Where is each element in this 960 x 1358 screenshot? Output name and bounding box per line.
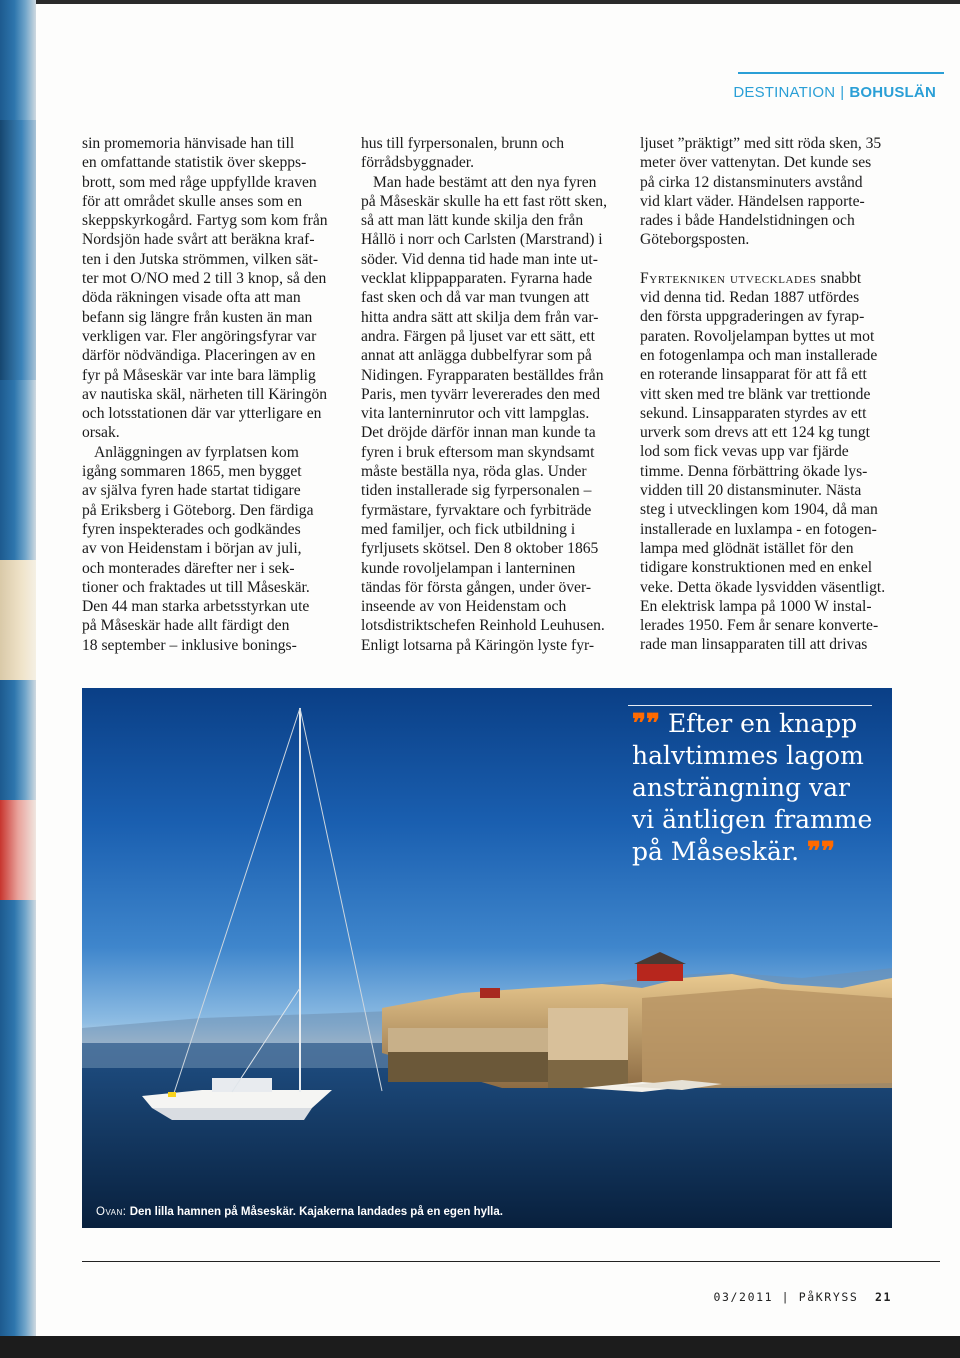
text-line: på cirka 12 distansminuters avstånd (640, 173, 863, 191)
text-line: därför nödvändiga. Placeringen av en (82, 347, 316, 365)
text-line: tändas för första gången, under över- (361, 578, 592, 596)
article-column-2 (361, 134, 623, 655)
text-line: lerades 1950. Fem år senare konverte- (640, 617, 879, 635)
quote-open-mark: ❞❞ (632, 709, 660, 739)
text-line (640, 269, 902, 288)
text-line: en omfattande statistik över skepps- (82, 154, 307, 172)
text-line: ter mot O/NO med 2 till 3 knop, så den (82, 270, 327, 288)
section-header (733, 84, 936, 101)
text-line: brott, som med råge uppfyllde kraven (82, 173, 317, 191)
magazine-name: PåKRYSS (798, 1290, 859, 1304)
text-line: urverk som drevs att ett 124 kg tungt (640, 424, 870, 442)
text-line: en fotogenlampa och man installerade (640, 346, 878, 364)
text-line: lotsdistriktschefen Reinhold Leuhusen. (361, 617, 605, 635)
text-line: verkligen var. Fler angöringsfyrar var (82, 327, 317, 345)
pullquote-line: Efter en knapp (667, 709, 858, 738)
text-line: Nordsjön hade svårt att beräkna kraf- (82, 231, 315, 249)
text-line: Nidingen. Fyrapparaten beställdes från (361, 366, 604, 384)
text-line: så att man lätt kunde skilja den från (361, 212, 584, 230)
text-line: vita lanterninrutor och vitt lampglas. (361, 405, 590, 423)
page-footer (713, 1290, 892, 1304)
quote-close-mark: ❞❞ (806, 837, 835, 867)
text-line: Göteborgsposten. (640, 231, 750, 249)
text-line: ten i den Jutska strömmen, vilken sät- (82, 250, 319, 268)
text-line: Paris, men tyvärr levererades den med (361, 385, 601, 403)
text-line: fyren i bruk eftersom man skyndsamt (361, 443, 595, 461)
text-line: igång sommaren 1865, men bygget (82, 463, 302, 481)
header-separator: | (840, 84, 845, 101)
text-line: fyrmästare, fyrvaktare och fyrbiträde (361, 501, 592, 519)
text-line: med familjer, och fick utbildning i (361, 520, 576, 538)
pullquote-line: ansträngning var (632, 773, 850, 802)
text-line: 18 september – inklusive bonings- (82, 636, 297, 654)
text-line: Den 44 man starka arbetsstyrkan ute (82, 598, 310, 616)
text-line: den första uppgraderingen av fyrap- (640, 308, 865, 326)
text-line: befann sig längre från kusten än man (82, 308, 313, 326)
page-number: 21 (874, 1290, 892, 1304)
text-line: annat att anlägga dubbelfyrar som på (361, 347, 592, 365)
text-line: Hållö i norr och Carlsten (Marstrand) i (361, 231, 603, 249)
text-line: fyrljusets skötsel. Den 8 oktober 1865 (361, 540, 599, 558)
text-line: sekund. Linsapparaten styrdes av ett (640, 404, 867, 422)
text-line: vecklat klippapparaten. Fyrarna hade (361, 270, 593, 288)
paragraph-lead-in: Fyrtekniken utvecklades (640, 269, 817, 287)
text-line: för att området skulle anses som en (82, 192, 302, 210)
text-line: måste beställa nya, röda glas. Under (361, 463, 587, 481)
text-line: förrådsbyggnader. (361, 154, 475, 172)
pullquote-rule (628, 705, 872, 706)
text-line: en roterande linsapparat för att få ett (640, 366, 867, 384)
scan-top-edge (0, 0, 960, 4)
text-line: sin promemoria hänvisade han till (82, 135, 295, 152)
text-line: vidden till 20 distansminuter. Nästa (640, 482, 862, 500)
text-line: rades i både Handelstidningen och (640, 212, 855, 230)
section-label: DESTINATION (733, 84, 836, 101)
text-line: av själva fyren hade startat tidigare (82, 482, 301, 500)
article-column-1 (82, 134, 344, 655)
text-line: veke. Detta ökade lysvidden väsentligt. (640, 578, 886, 596)
text-line: installerade en luxlampa - en fotogen- (640, 520, 877, 538)
text-line: vid denna tid. Redan 1887 utfördes (640, 289, 860, 307)
facing-page-bleed (0, 0, 36, 1358)
text-line: döda räkningen visade ofta att man (82, 289, 301, 307)
text-line: och monterades därefter ner i sek- (82, 559, 295, 577)
footer-rule (82, 1261, 940, 1262)
text-line: på Måseskär skulle ha ett fast rött sken, (361, 192, 607, 210)
text-line: inseende av von Heidenstam och (361, 598, 567, 616)
text-line: skeppskyrkogård. Fartyg som kom från (82, 212, 328, 230)
pullquote-line: halvtimmes lagom (632, 741, 864, 770)
text-line: vitt sken med tre blänk var trettionde (640, 385, 871, 403)
pullquote (632, 708, 880, 868)
text-line: vid klart väder. Händelsen rapporte- (640, 192, 865, 210)
text-line: fyren inspekterades och godkändes (82, 520, 301, 538)
text-line: meter över vattenytan. Det kunde ses (640, 154, 872, 172)
text-line: andra. Färgen på ljuset var ett sätt, ett (361, 327, 595, 345)
footer-separator: | (781, 1290, 791, 1304)
section-place: BOHUSLÄN (849, 84, 936, 101)
text-line: hus till fyrpersonalen, brunn och (361, 135, 565, 152)
article-column-3 (640, 134, 902, 655)
pullquote-line: på Måseskär. (632, 837, 800, 866)
text-line: tiden installerade sig fyrpersonalen – (361, 482, 592, 500)
text-line: Man hade bestämt att den nya fyren (373, 173, 597, 191)
text-line: hitta andra sätt att skilja dem från var- (361, 308, 599, 326)
text-line: lampa med glödnät istället för den (640, 539, 854, 557)
text-line: ljuset ”präktigt” med sitt röda sken, 35 (640, 135, 882, 152)
text-line: Anläggningen av fyrplatsen kom (94, 443, 299, 461)
text-line: rade man linsapparaten till att drivas (640, 636, 868, 654)
pullquote-line: vi äntligen framme (632, 805, 873, 834)
text-line: En elektrisk lampa på 1000 W instal- (640, 597, 872, 615)
caption-label: Ovan: (96, 1206, 127, 1218)
text-line: av nautiska skäl, närheten till Käringön (82, 385, 328, 403)
photo-caption (96, 1206, 503, 1218)
text-line: på Eriksberg i Göteborg. Den färdiga (82, 501, 314, 519)
text-line: paraten. Rovoljelampan byttes ut mot (640, 327, 875, 345)
text-fragment: snabbt (820, 269, 862, 287)
text-line: orsak. (82, 424, 120, 442)
caption-text: Den lilla hamnen på Måseskär. Kajakerna landades på en egen hylla. (129, 1206, 503, 1218)
scan-bottom-edge (0, 1336, 960, 1358)
text-line: och lotsstationen där var ytterligare en (82, 405, 322, 423)
header-rule (738, 72, 944, 74)
text-line: Enligt lotsarna på Käringön lyste fyr- (361, 636, 595, 654)
text-line: Det dröjde därför innan man kunde ta (361, 424, 596, 442)
text-line: tioner och fraktades ut till Måseskär. (82, 578, 310, 596)
text-line: timme. Denna förbättring ökade lys- (640, 462, 868, 480)
text-line: av von Heidenstam i början av juli, (82, 540, 302, 558)
issue-number: 03/2011 (713, 1290, 774, 1304)
text-line: lod som fick vevas upp var fjärde (640, 443, 849, 461)
text-line: fyr på Måseskär var inte bara lämplig (82, 366, 316, 384)
text-line: fast sken och då var man tvungen att (361, 289, 590, 307)
text-line: söder. Vid denna tid hade man inte ut- (361, 250, 598, 268)
text-line: steg i utvecklingen kom 1904, då man (640, 501, 878, 519)
text-line: på Måseskär hade allt färdigt den (82, 617, 290, 635)
text-line: kunde rovoljelampan i lanterninen (361, 559, 576, 577)
text-line: tidigare konstruktionen med en enkel (640, 559, 873, 577)
